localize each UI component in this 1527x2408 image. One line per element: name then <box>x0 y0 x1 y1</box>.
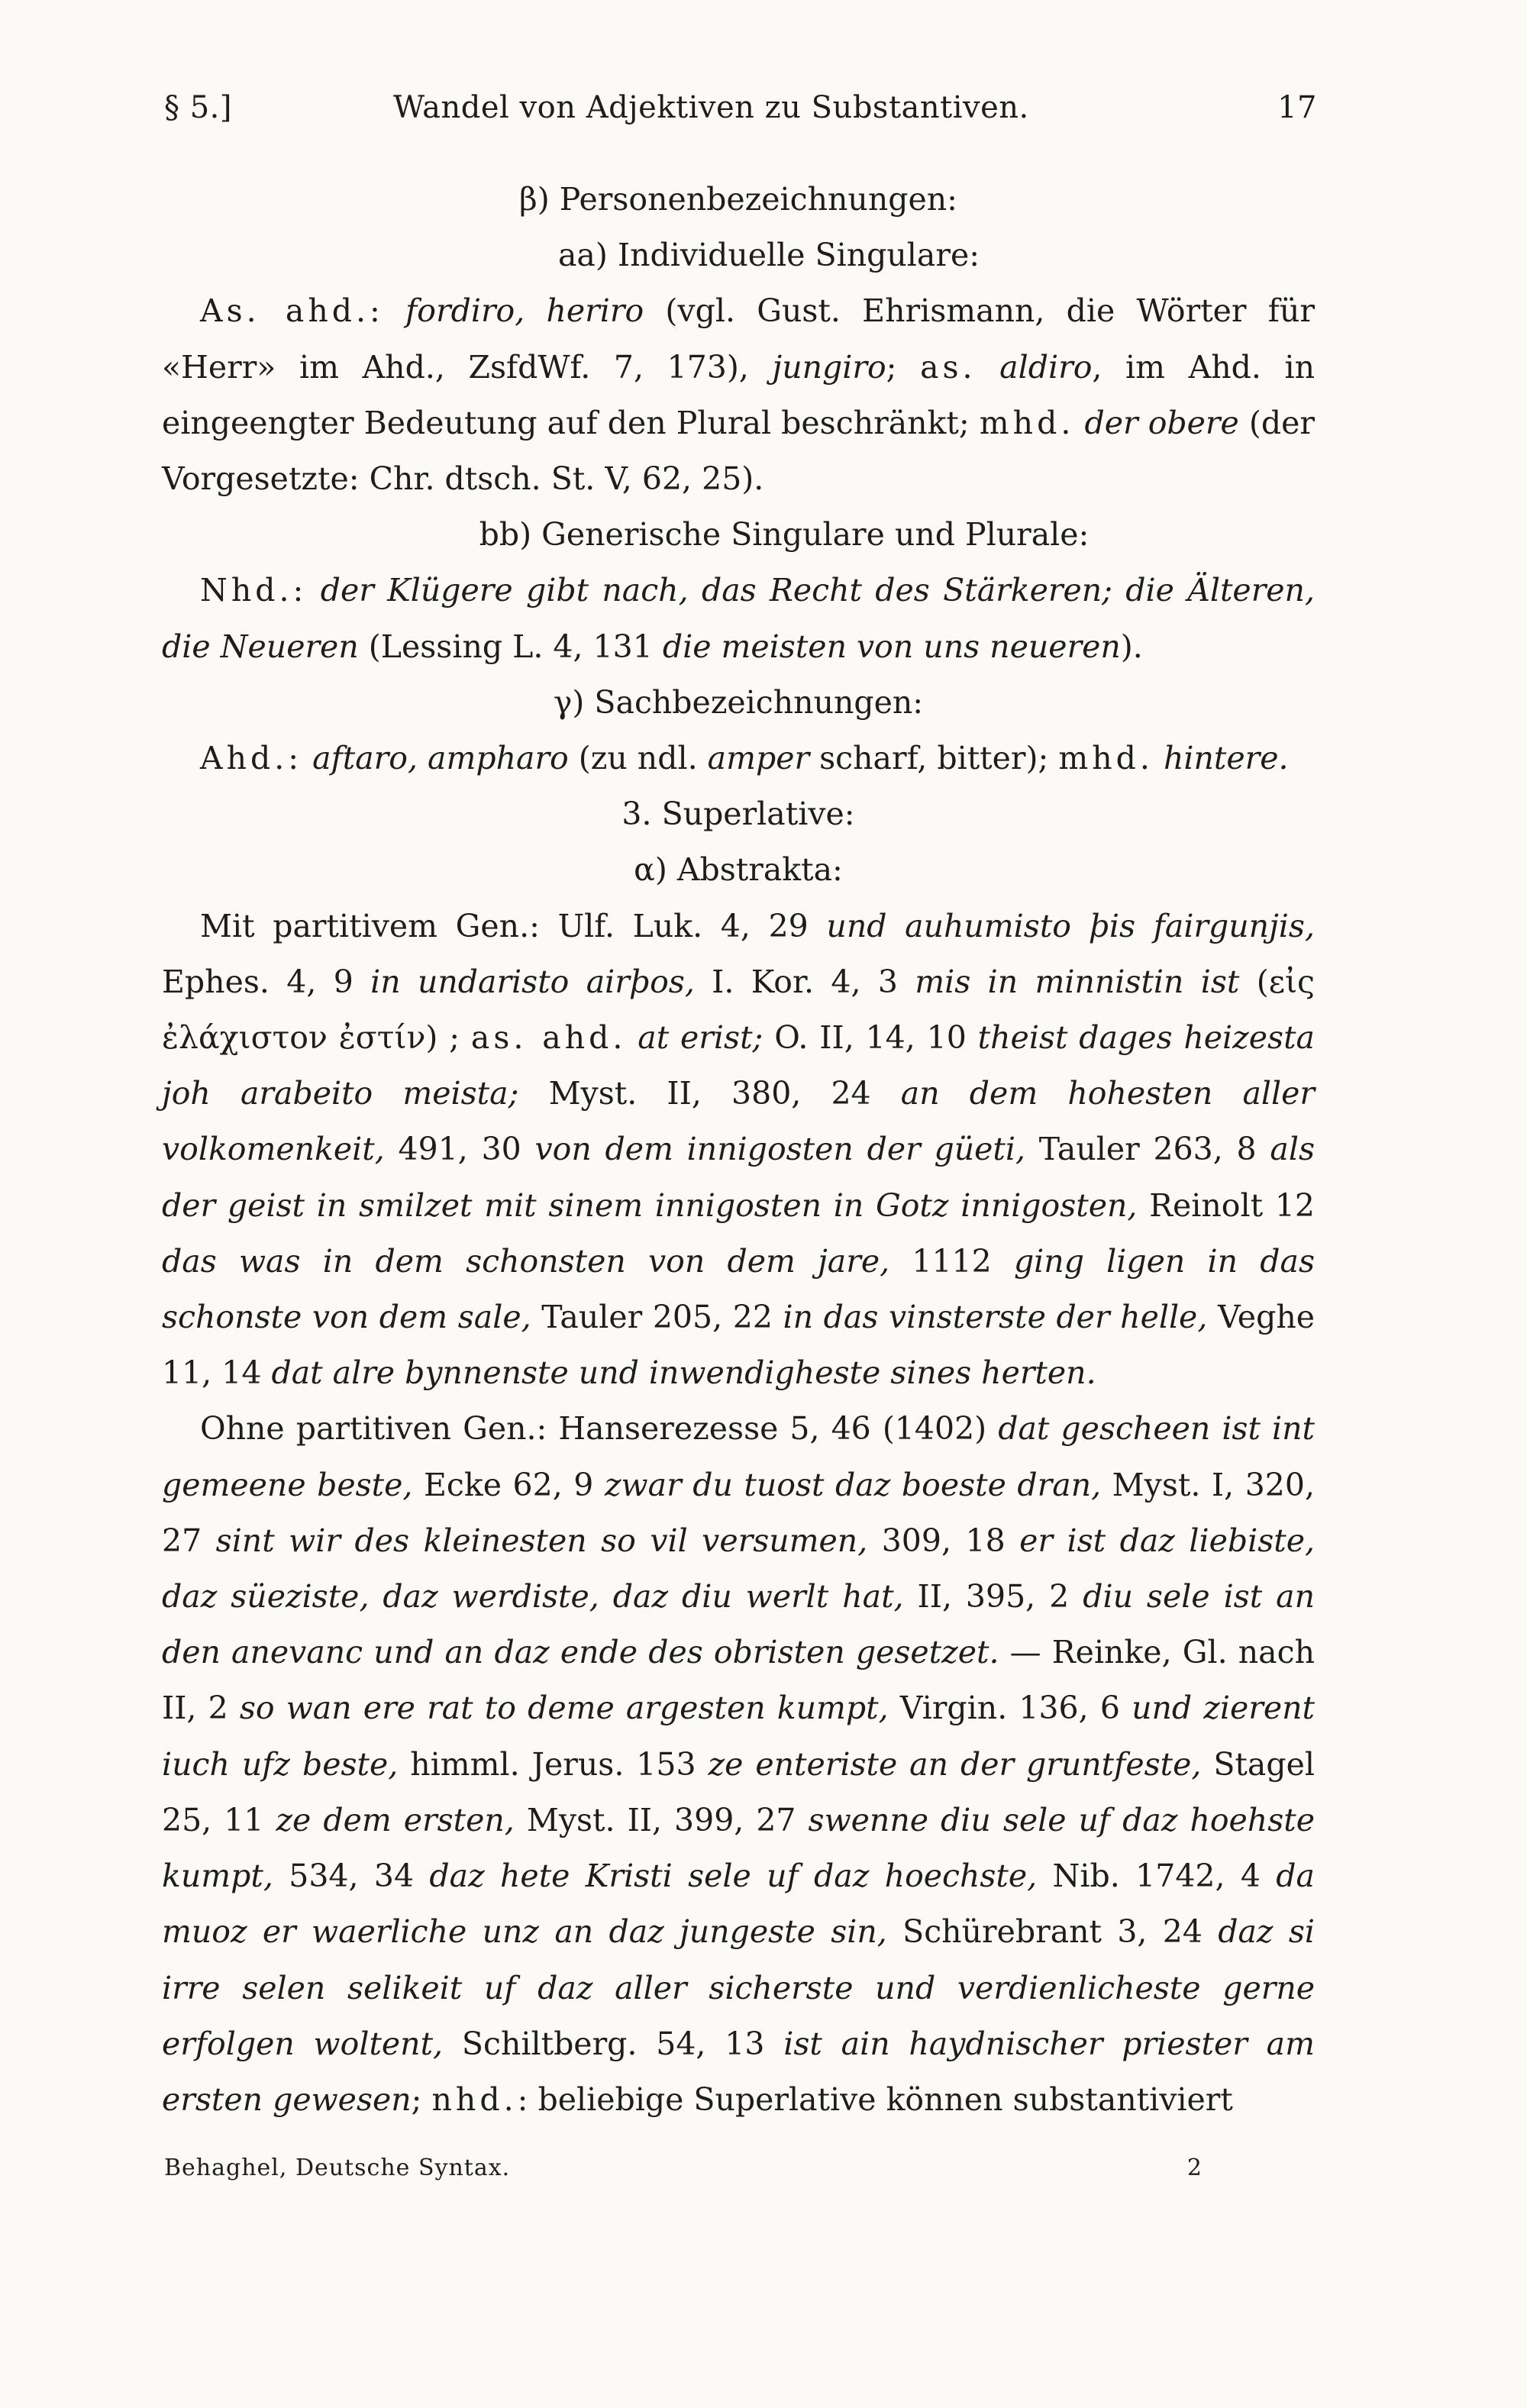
footer-author-title: Behaghel, Deutsche Syntax. <box>164 2155 511 2181</box>
signature-mark: 2 <box>1186 2155 1203 2181</box>
greek-quote: (εἰς ἐλάχιστον ἐστίν) ; <box>162 963 1316 1057</box>
running-title: Wandel von Adjektiven zu Substantiven. <box>393 90 1029 125</box>
page-footer <box>164 2155 1203 2185</box>
section-marker: § 5.] <box>164 90 232 125</box>
paragraph-ohne-partitiv: Ohne partitiven Gen.: Hanserezesse 5, 46 (1402) dat gescheen ist int gemeene beste, Ecke 62, 9 zwar du tuost daz boeste dran, Myst. I, 320, 27 sint wir des kleinesten so vil versumen, 309, 18 er ist daz liebiste, daz süeziste, daz werdiste, daz diu werlt hat, II, 395, 2 diu sele ist an den anevanc und an daz ende des obristen gesetzet. — Reinke, Gl. nach II, 2 so wan ere rat to deme argesten kumpt, Virgin. 136, 6 und zierent iuch ufz beste, himml. Jerus. 153 ze enteriste an der gruntfeste, Stagel 25, 11 ze dem ersten, Myst. II, 399, 27 swenne diu sele uf daz hoehste kumpt, 534, 34 daz hete Kristi sele uf daz hoechste, Nib. 1742, 4 da muoz er waerliche unz an daz jungeste sin, Schürebrant 3, 24 daz si irre selen selikeit uf daz aller sicherste und verdienlicheste gerne erfolgen woltent, Schiltberg. 54, 13 ist ain haydnischer priester am ersten gewesen; nhd.: beliebige Superlative können substantiviert <box>162 1410 1316 2118</box>
heading-gamma: γ) Sachbezeichnungen: <box>553 683 924 721</box>
main-text <box>162 172 1315 2128</box>
heading-bb: bb) Generische Singulare und Plurale: <box>479 516 1090 554</box>
heading-aa: aa) Individuelle Singulare: <box>557 237 980 274</box>
running-header <box>164 90 1317 136</box>
page-number: 17 <box>1277 90 1317 125</box>
heading-superlative: 3. Superlative: <box>621 796 855 833</box>
paragraph-individual-singulare: As. ahd.: fordiro, heriro (vgl. Gust. Ehrismann, die Wörter für «Herr» im Ahd., ZsfdWf. 7, 173), jungiro; as. aldiro, im Ahd. in eingeengter Bedeutung auf den Plural beschränkt; mhd. der obere (der Vorgesetzte: Chr. dtsch. St. V, 62, 25). <box>162 292 1315 498</box>
heading-beta: β) Personenbezeichnungen: <box>519 181 957 218</box>
paragraph-generische: Nhd.: der Klügere gibt nach, das Recht des Stärkeren; die Älteren, die Neueren (Lessing L. 4, 131 die meisten von uns neueren). <box>162 572 1315 665</box>
paragraph-sachbezeichnungen: Ahd.: aftaro, ampharo (zu ndl. amper scharf, bitter); mhd. hintere. <box>200 740 1289 777</box>
paragraph-partitiv: Mit partitivem Gen.: Ulf. Luk. 4, 29 und auhumisto þis fairgunjis, Ephes. 4, 9 in undaristo airþos, I. Kor. 4, 3 mis in minnistin ist (εἰς ἐλάχιστον ἐστίν) ; as. ahd. at erist; O. II, 14, 10 theist dages heizesta joh arabeito meista; Myst. II, 380, 24 an dem hohesten aller volkomenkeit, 491, 30 von dem innigosten der güeti, Tauler 263, 8 als der geist in smilzet mit sinem innigosten in Gotz innigosten, Reinolt 12 das was in dem schonsten von dem jare, 1112 ging ligen in das schonste von dem sale, Tauler 205, 22 in das vinsterste der helle, Veghe 11, 14 dat alre bynnenste und inwendigheste sines herten. <box>162 907 1316 1392</box>
heading-alpha: α) Abstrakta: <box>634 851 843 889</box>
